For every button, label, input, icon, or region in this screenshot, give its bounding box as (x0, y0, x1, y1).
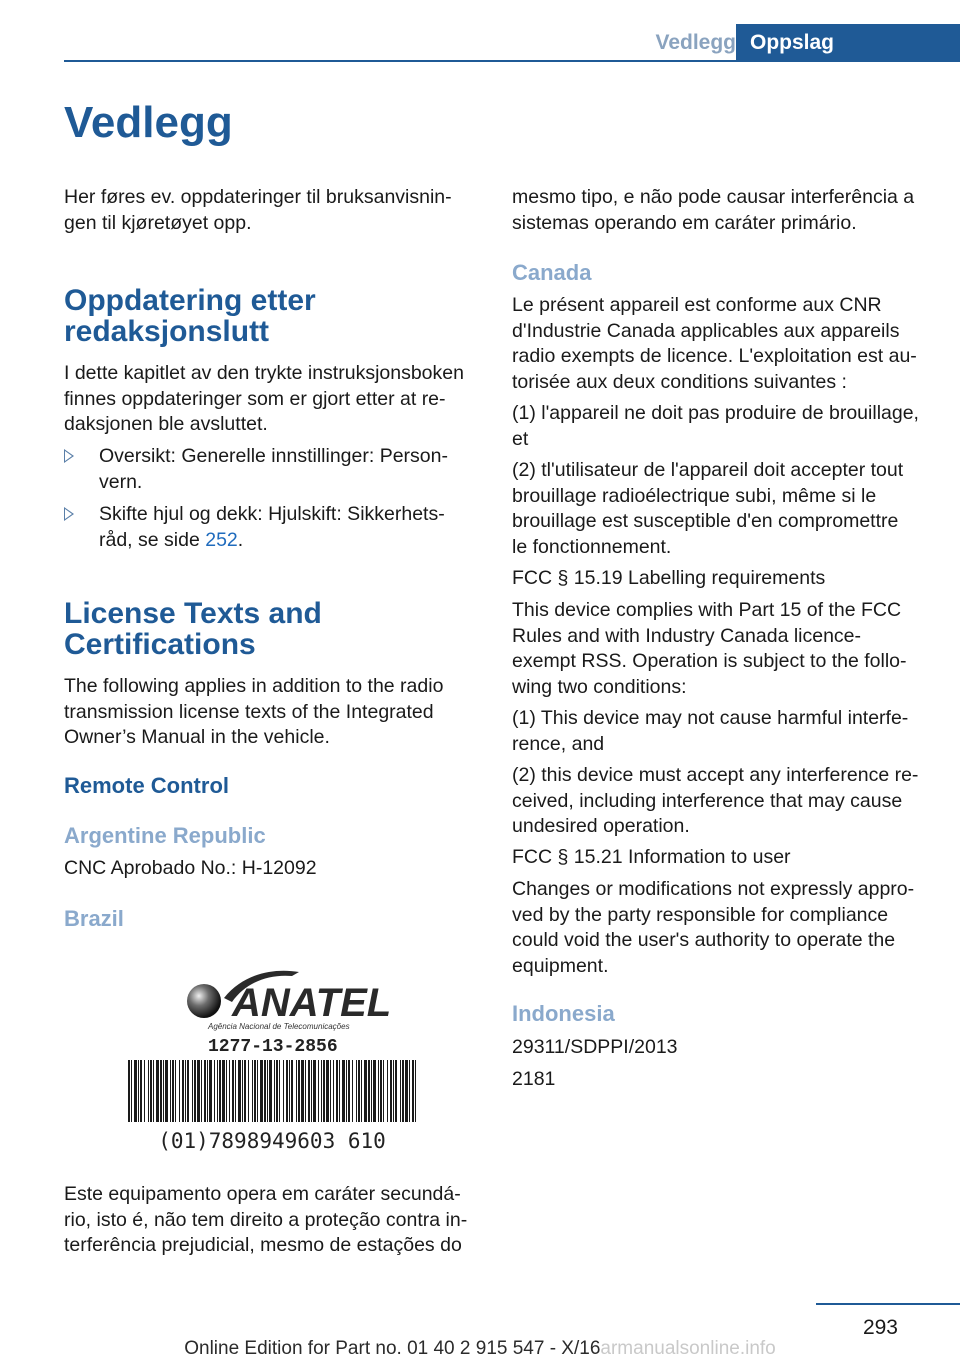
triangle-bullet-icon (64, 449, 74, 463)
fcc-paragraph: (2) this device must accept any interference re- ceived, including interference that may cause undesired operation. (512, 764, 919, 837)
heading-argentina: Argentine Republic (64, 823, 266, 848)
anatel-logo-graphic (124, 968, 420, 1158)
anatel-agency: Agência Nacional de Telecomunicações (208, 1022, 350, 1031)
anatel-code: 1277-13-2856 (208, 1037, 338, 1057)
brazil-text-continued: mesmo tipo, e não pode causar interferência a sistemas operando em caráter primário. (512, 186, 915, 234)
bullet-item: Oversikt: Generelle innstillinger: Person- vern. (64, 444, 484, 495)
fcc-heading-line: FCC § 15.19 Labelling requirements (512, 567, 826, 589)
intro-text: Her føres ev. oppdateringer til bruksanvisnin- gen til kjøretøyet opp. (64, 186, 452, 234)
canada-paragraph: Le présent appareil est conforme aux CNR d'Industrie Canada applicables aux appareils radio exempts de licence. L'exploitation est au- torisée aux deux conditions suivantes : (512, 294, 917, 393)
header-rule (64, 60, 960, 62)
heading-indonesia: Indonesia (512, 1001, 615, 1026)
page-title: Vedlegg (64, 98, 233, 147)
bullet-item: Skifte hjul og dekk: Hjulskift: Sikkerhets- råd, se side 252. (64, 502, 484, 553)
page-number: 293 (862, 1316, 898, 1339)
brazil-text: Este equipamento opera em caráter secundá- rio, isto é, não tem direito a proteção contra in- terferência prejudicial, mesmo de estações do (64, 1183, 468, 1256)
heading-remote-control: Remote Control (64, 773, 229, 798)
tab-oppslag[interactable]: Oppslag (736, 24, 960, 62)
footer-rule (816, 1303, 960, 1305)
anatel-certification-logo (124, 968, 420, 1158)
edition-line: Online Edition for Part no. 01 40 2 915 547 - X/16armanualsonline.info (184, 1338, 776, 1359)
heading-oppdatering: Oppdatering etter redaksjonslutt (64, 284, 316, 348)
watermark: armanualsonline.info (600, 1338, 776, 1359)
license-body: The following applies in addition to the radio transmission license texts of the Integrated Owner’s Manual in the vehicle. (64, 675, 444, 748)
page-link-252[interactable]: 252 (205, 528, 238, 551)
fcc-paragraph: This device complies with Part 15 of the FCC Rules and with Industry Canada licence- exempt RSS. Operation is subject to the follo- wing two conditions: (512, 599, 907, 698)
heading-license: License Texts and Certifications (64, 597, 322, 661)
heading-canada: Canada (512, 260, 592, 285)
barcode-number: (01)7898949603 610 (158, 1129, 386, 1153)
fcc-heading-line: FCC § 15.21 Information to user (512, 846, 791, 868)
heading-brazil: Brazil (64, 906, 124, 931)
fcc-paragraph: (1) This device may not cause harmful interfe- rence, and (512, 707, 909, 755)
argentina-text: CNC Aprobado No.: H-12092 (64, 857, 317, 879)
canada-paragraph: (2) tl'utilisateur de l'appareil doit accepter tout brouillage radioélectrique subi, même si le brouillage est susceptible d'en compromettre le fonctionnement. (512, 459, 904, 558)
canada-paragraph: (1) l'appareil ne doit pas produire de brouillage, et (512, 402, 919, 450)
oppdatering-body: I dette kapitlet av den trykte instruksjonsboken finnes oppdateringer som er gjort etter at re- daksjonen ble avsluttet. (64, 362, 464, 435)
indonesia-text: 29311/SDPPI/2013 2181 (512, 1036, 678, 1090)
tab-vedlegg[interactable]: Vedlegg (655, 31, 736, 54)
fcc-paragraph: Changes or modifications not expressly appro- ved by the party responsible for compliance could void the user's authority to operate the equipment. (512, 878, 915, 977)
anatel-brand: ANATEL (232, 981, 392, 1025)
triangle-bullet-icon (64, 507, 74, 521)
barcode (128, 1060, 416, 1122)
